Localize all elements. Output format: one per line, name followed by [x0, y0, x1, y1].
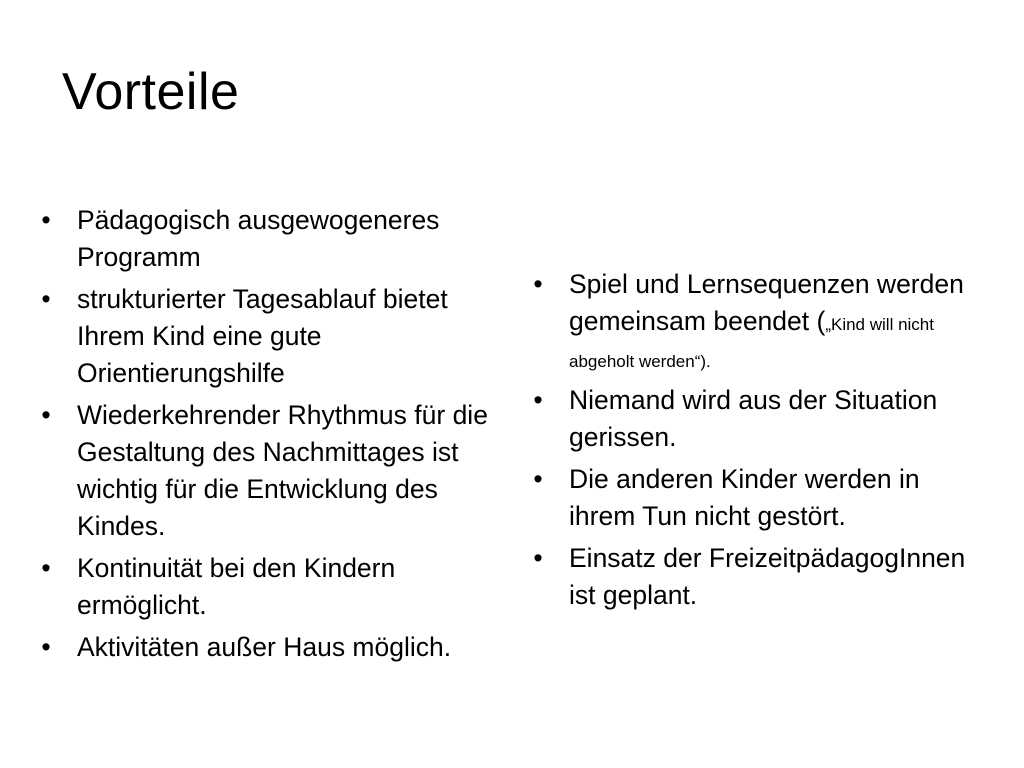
- bullet-icon: •: [533, 543, 543, 573]
- bullet-icon: •: [41, 400, 51, 430]
- list-item-text: Einsatz der FreizeitpädagogInnen ist geplant.: [569, 543, 966, 610]
- list-item: [528, 461, 968, 535]
- bullet-icon: •: [533, 269, 543, 299]
- list-item-text: Niemand wird aus der Situation gerissen.: [569, 385, 938, 452]
- list-item-small-text: „Kind will nicht abgeholt werden“).: [569, 315, 934, 371]
- list-item: [36, 550, 488, 624]
- list-item-text: Die anderen Kinder werden in ihrem Tun nicht gestört.: [569, 464, 920, 531]
- bullet-icon: •: [533, 385, 543, 415]
- bullet-icon: •: [41, 284, 51, 314]
- list-item-text: Kontinuität bei den Kindern ermöglicht.: [77, 553, 396, 620]
- right-bullet-list: [528, 266, 968, 619]
- list-item: [36, 281, 488, 392]
- slide-title: Vorteile: [62, 63, 240, 121]
- left-bullet-list: [36, 202, 488, 671]
- bullet-icon: •: [41, 205, 51, 235]
- bullet-icon: •: [41, 632, 51, 662]
- list-item: [528, 540, 968, 614]
- list-item-text: strukturierter Tagesablauf bietet Ihrem Kind eine gute Orientierungshilfe: [77, 284, 448, 388]
- list-item: [36, 202, 488, 276]
- list-item-text: Aktivitäten außer Haus möglich.: [77, 632, 452, 662]
- list-item: [36, 397, 488, 545]
- list-item: [528, 266, 968, 377]
- list-item: [528, 382, 968, 456]
- list-item-text: Wiederkehrender Rhythmus für die Gestaltung des Nachmittages ist wichtig für die Entwicklung des Kindes.: [77, 400, 488, 541]
- list-item: [36, 629, 488, 666]
- bullet-icon: •: [41, 553, 51, 583]
- bullet-icon: •: [533, 464, 543, 494]
- list-item-text: Spiel und Lernsequenzen werden gemeinsam beendet (: [569, 269, 964, 336]
- list-item-text: Pädagogisch ausgewogeneres Programm: [77, 205, 440, 272]
